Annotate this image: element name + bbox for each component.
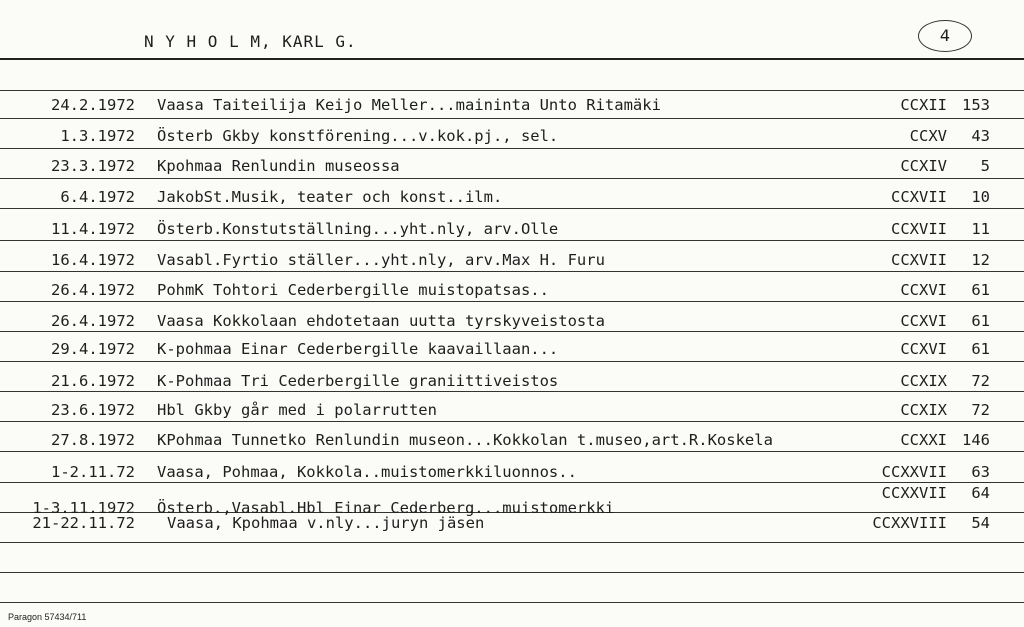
rule-line	[0, 208, 1024, 209]
entry-volume: CCXIX	[900, 372, 947, 390]
entry-volume: CCXVI	[900, 281, 947, 299]
entry-row	[0, 372, 1024, 392]
entry-date: 16.4.1972	[51, 251, 135, 269]
entry-page: 153	[962, 96, 990, 114]
entry-row	[0, 281, 1024, 301]
entry-page: 5	[980, 157, 990, 175]
entry-row	[0, 514, 1024, 534]
entry-text: K-Pohmaa Tri Cederbergille graniittiveistos	[157, 372, 559, 390]
entry-page: 64	[971, 484, 990, 502]
entry-row	[0, 340, 1024, 360]
header-rule	[0, 58, 1024, 60]
entry-date: 27.8.1972	[51, 431, 135, 449]
entry-text: KPohmaa Tunnetko Renlundin museon...Kokkolan t.museo,art.R.Koskela	[157, 431, 773, 449]
rule-line	[0, 542, 1024, 543]
entry-volume: CCXXVII	[881, 463, 947, 481]
rule-line	[0, 90, 1024, 91]
rule-line	[0, 240, 1024, 241]
entry-text: Österb.Konstutställning...yht.nly, arv.Olle	[157, 220, 559, 238]
entry-date: 26.4.1972	[51, 312, 135, 330]
entry-text: Vaasa, Pohmaa, Kokkola..muistomerkkiluonnos..	[157, 463, 577, 481]
entry-page: 54	[971, 514, 990, 532]
entry-text: Vasabl.Fyrtio ställer...yht.nly, arv.Max H. Furu	[157, 251, 605, 269]
entry-volume: CCXXVII	[881, 484, 947, 502]
entry-date: 26.4.1972	[51, 281, 135, 299]
rule-line	[0, 301, 1024, 302]
rule-line	[0, 361, 1024, 362]
entry-row	[0, 431, 1024, 451]
entry-row	[0, 188, 1024, 208]
entry-text: Vaasa Kokkolaan ehdotetaan uutta tyrskyveistosta	[157, 312, 605, 330]
entry-page: 43	[971, 127, 990, 145]
rule-line	[0, 118, 1024, 119]
rule-line	[0, 178, 1024, 179]
entry-volume: CCXIV	[900, 157, 947, 175]
entry-page: 12	[971, 251, 990, 269]
entry-row	[0, 96, 1024, 116]
entry-volume: CCXVI	[900, 340, 947, 358]
rule-line	[0, 421, 1024, 422]
entry-text: K-pohmaa Einar Cederbergille kaavaillaan...	[157, 340, 559, 358]
entry-date: 11.4.1972	[51, 220, 135, 238]
entry-date: 21.6.1972	[51, 372, 135, 390]
entry-text: Kpohmaa Renlundin museossa	[157, 157, 400, 175]
entry-page: 61	[971, 340, 990, 358]
entry-date: 1-2.11.72	[51, 463, 135, 481]
rule-line	[0, 451, 1024, 452]
entry-page: 72	[971, 401, 990, 419]
entry-text: Österb.,Vasabl.Hbl Einar Cederberg...muistomerkki	[157, 499, 615, 517]
entry-row	[0, 220, 1024, 240]
entry-date: 1.3.1972	[60, 127, 135, 145]
entry-page: 10	[971, 188, 990, 206]
print-mark: Paragon 57434/711	[8, 612, 87, 622]
rule-line	[0, 148, 1024, 149]
entry-text: Hbl Gkby går med i polarrutten	[157, 401, 437, 419]
entry-volume: CCXXI	[900, 431, 947, 449]
entry-volume: CCXII	[900, 96, 947, 114]
entry-date: 23.3.1972	[51, 157, 135, 175]
entry-text: Österb Gkby konstförening...v.kok.pj., sel.	[157, 127, 559, 145]
rule-line	[0, 271, 1024, 272]
entry-page: 63	[971, 463, 990, 481]
entry-row	[0, 401, 1024, 421]
entry-page: 11	[971, 220, 990, 238]
entry-volume: CCXXVIII	[872, 514, 947, 532]
entry-date: 6.4.1972	[60, 188, 135, 206]
entry-page: 61	[971, 281, 990, 299]
card-title: N Y H O L M, KARL G.	[144, 32, 357, 51]
entry-date: 24.2.1972	[51, 96, 135, 114]
rule-line	[0, 572, 1024, 573]
entry-text: Vaasa, Kpohmaa v.nly...juryn jäsen	[167, 514, 485, 532]
entry-row	[0, 251, 1024, 271]
entry-volume: CCXVII	[891, 220, 947, 238]
entry-volume: CCXVII	[891, 251, 947, 269]
entry-row	[0, 157, 1024, 177]
entry-volume: CCXV	[909, 127, 947, 145]
entry-date: 29.4.1972	[51, 340, 135, 358]
entry-date: 1-3.11.1972	[32, 499, 135, 517]
card-number-circled: 4	[918, 20, 972, 52]
entry-page: 61	[971, 312, 990, 330]
entry-row	[0, 463, 1024, 483]
entry-volume: CCXIX	[900, 401, 947, 419]
entry-text: PohmK Tohtori Cederbergille muistopatsas..	[157, 281, 549, 299]
entry-date: 21-22.11.72	[32, 514, 135, 532]
rule-line	[0, 602, 1024, 603]
entry-date: 23.6.1972	[51, 401, 135, 419]
entry-volume: CCXVII	[891, 188, 947, 206]
entry-row	[0, 127, 1024, 147]
entry-page: 146	[962, 431, 990, 449]
entry-volume: CCXVI	[900, 312, 947, 330]
entry-page: 72	[971, 372, 990, 390]
entry-row	[0, 312, 1024, 332]
entry-text: JakobSt.Musik, teater och konst..ilm.	[157, 188, 503, 206]
entry-text: Vaasa Taiteilija Keijo Meller...maininta Unto Ritamäki	[157, 96, 661, 114]
